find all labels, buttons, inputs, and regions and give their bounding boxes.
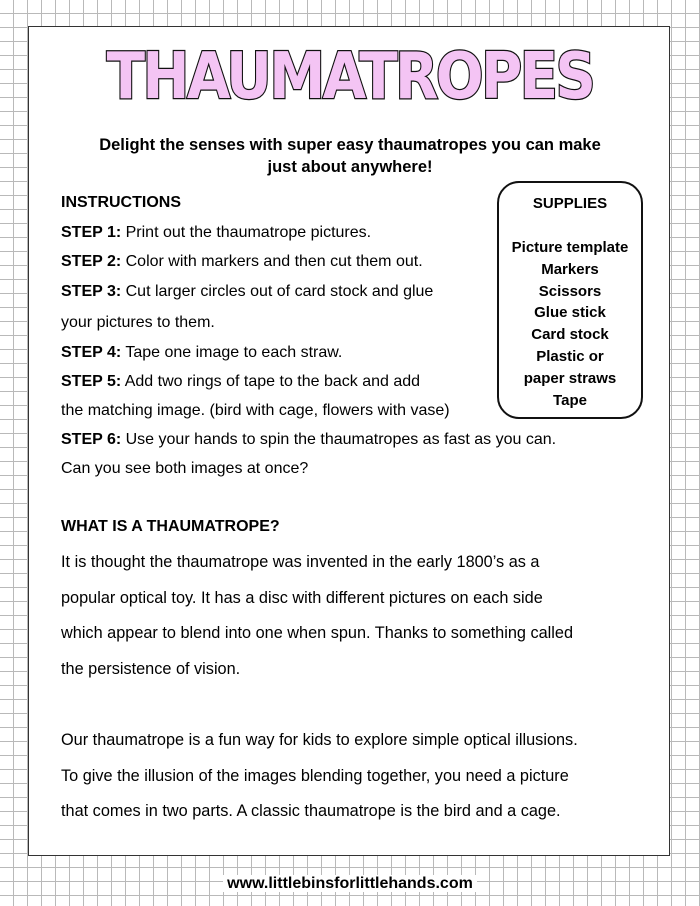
paragraph-line: Our thaumatrope is a fun way for kids to explore simple optical illusions. [61,731,578,749]
step-text: Use your hands to spin the thaumatropes as fast as you can. [121,431,557,448]
supply-item: Picture template [511,239,629,256]
website-footer [0,873,700,895]
subtitle [60,134,640,178]
supply-item: paper straws [523,369,617,387]
instruction-line [61,429,556,451]
step-text: Color with markers and then cut them out. [121,253,423,270]
supply-item: Glue stick [534,304,606,322]
step-text: Add two rings of tape to the back and add [121,373,421,390]
explanation-paragraph-1 [61,545,656,687]
step-text: the matching image. (bird with cage, flowers with vase) [61,402,450,419]
paragraph-line: To give the illusion of the images blending together, you need a picture [61,766,569,785]
paragraph-line: that comes in two parts. A classic thaumatrope is the bird and a cage. [61,802,561,820]
instruction-line [61,281,433,303]
step-label: STEP 1: [61,224,122,241]
supplies-list [499,237,641,411]
step-text: your pictures to them. [61,314,215,331]
instruction-line [61,312,215,334]
what-is-heading: WHAT IS A THAUMATROPE? [61,518,280,535]
instruction-line [61,251,423,273]
supply-item: Card stock [531,326,609,344]
step-text: Print out the thaumatrope pictures. [121,224,372,241]
step-label: STEP 5: [61,373,122,390]
supply-item: Markers [541,260,599,278]
instruction-line [61,342,342,364]
supplies-heading: SUPPLIES [532,195,608,212]
instruction-line [61,371,420,393]
step-label: STEP 3: [61,283,122,300]
step-label: STEP 6: [61,431,122,448]
step-label: STEP 2: [61,253,122,270]
explanation-paragraph-2 [61,723,656,830]
subtitle-line-1: Delight the senses with super easy thaumatropes you can make [99,136,601,154]
instruction-line [61,400,450,422]
step-label: STEP 4: [61,344,122,361]
step-text: Tape one image to each straw. [121,344,343,361]
step-text: Cut larger circles out of card stock and glue [121,283,434,300]
instructions-heading: INSTRUCTIONS [61,194,181,211]
page-title: THAUMATROPES [106,40,594,114]
supply-item: Plastic or [536,347,604,365]
supply-item: Tape [553,391,587,409]
paragraph-line: which appear to blend into one when spun. Thanks to something called [61,624,573,642]
paragraph-line: It is thought the thaumatrope was invented in the early 1800’s as a [61,553,540,571]
subtitle-line-2: just about anywhere! [267,158,433,176]
step-text: Can you see both images at once? [61,460,309,477]
instruction-line [61,222,371,244]
paragraph-line: popular optical toy. It has a disc with different pictures on each side [61,588,543,607]
website-url: www.littlebinsforlittlehands.com [223,875,477,892]
instruction-line [61,458,308,480]
paragraph-line: the persistence of vision. [61,659,241,678]
supply-item: Scissors [538,282,602,300]
supplies-box [497,181,643,419]
